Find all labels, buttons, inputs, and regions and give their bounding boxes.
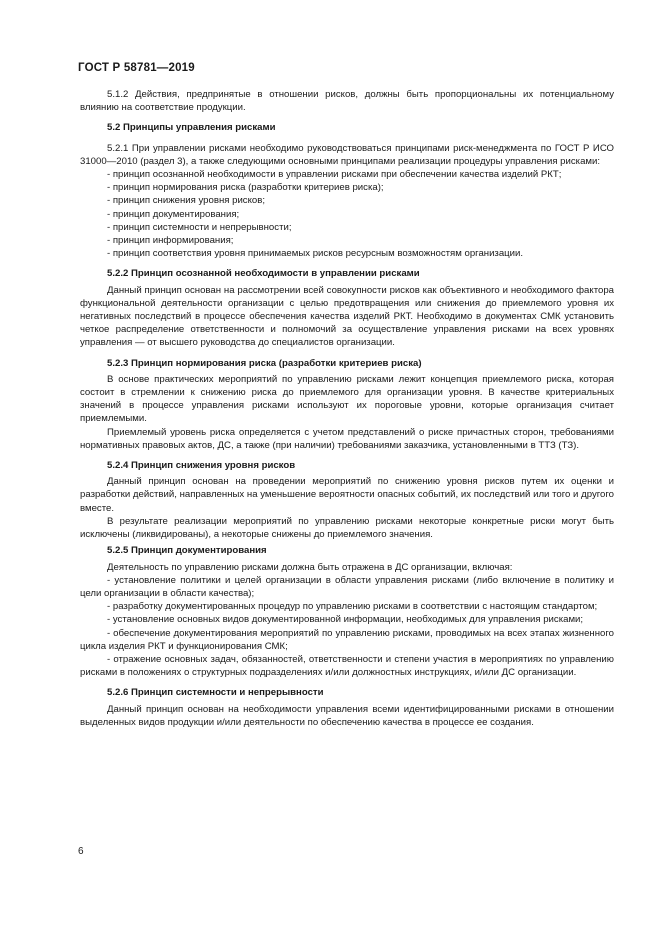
paragraph-5-2-6: Данный принцип основан на необходимости управления всеми идентифицированными рисками в отношении выделенных видов продукции и/или деятельности по обеспечению качества в процессе ее создания. bbox=[80, 703, 614, 728]
heading-5-2-2: 5.2.2 Принцип осознанной необходимости в управлении рисками bbox=[107, 268, 420, 280]
paragraph-5-2-4-a: Данный принцип основан на проведении мероприятий по снижению уровня рисков путем их оценки и разработки действий, направленных на уменьшение вероятности опасных событий, их последствий или того и другого вместе. bbox=[80, 476, 614, 514]
paragraph-5-1-2: 5.1.2 Действия, предпринятые в отношении рисков, должны быть пропорциональны их потенциальному влиянию на соответствие продукции. bbox=[80, 89, 614, 114]
paragraph-5-2-3-b: Приемлемый уровень риска определяется с учетом представлений о риске причастных сторон, требованиями нормативных правовых актов, ДС, а также (при наличии) требованиями заказчика, установленными в ТТЗ (ТЗ). bbox=[80, 426, 614, 451]
list-item: - принцип информирования; bbox=[107, 235, 234, 247]
list-item: - принцип нормирования риска (разработки критериев риска); bbox=[107, 182, 384, 194]
paragraph-5-2-1: 5.2.1 При управлении рисками необходимо руководствоваться принципами риск-менеджмента по ГОСТ Р ИСО 31000—2010 (раздел 3), а также следующими основными принципами реализации процедуры управления рисками: bbox=[80, 142, 614, 167]
heading-5-2-6: 5.2.6 Принцип системности и непрерывности bbox=[107, 687, 324, 699]
heading-5-2-3: 5.2.3 Принцип нормирования риска (разработки критериев риска) bbox=[107, 357, 422, 369]
list-item: - разработку документированных процедур по управлению рисками в соответствии с настоящим стандартом; bbox=[107, 601, 598, 613]
heading-5-2-5: 5.2.5 Принцип документирования bbox=[107, 545, 267, 557]
list-item: - установление политики и целей организации в области управления рисками (либо включение в политику и цели организации в области качества); bbox=[80, 574, 614, 599]
heading-5-2-4: 5.2.4 Принцип снижения уровня рисков bbox=[107, 460, 296, 472]
list-item: - обеспечение документирования мероприятий по управлению рисками, проводимых на всех этапах жизненного цикла изделия РКТ и функционирования СМК; bbox=[80, 627, 614, 652]
list-item: - установление основных видов документированной информации, необходимых для управления рисками; bbox=[107, 614, 584, 626]
list-item: - принцип соответствия уровня принимаемых рисков ресурсным возможностям организации. bbox=[107, 248, 524, 260]
document-body bbox=[80, 88, 614, 729]
paragraph-5-2-2: Данный принцип основан на рассмотрении всей совокупности рисков как объективного и необходимого фактора функциональной деятельности организации с целью предотвращения или снижения до приемлемого уровня их негативных последствий в процессе обеспечения качества изделий РКТ. Необходимо в документах СМК установить четкое распределение ответственности и полномочий за осуществление управления рисками на всех уровнях управления — от высшего руководства до специалистов организации. bbox=[80, 284, 614, 349]
paragraph-5-2-4-b: В результате реализации мероприятий по управлению рисками некоторые конкретные риски могут быть исключены (ликвидированы), а некоторые снижены до приемлемого значения. bbox=[80, 515, 614, 541]
list-item: - принцип системности и непрерывности; bbox=[107, 221, 292, 233]
list-item: - принцип осознанной необходимости в управлении рисками при обеспечении качества изделий РКТ; bbox=[107, 169, 562, 181]
paragraph-5-2-3-a: В основе практических мероприятий по управлению рисками лежит концепция приемлемого риска, которая состоит в стремлении к снижению риска до приемлемого для организации уровня. В качестве критериальных значений в процессе управления рисками используют их пороговые уровни, которые организация считает приемлемыми. bbox=[80, 373, 614, 425]
list-item: - отражение основных задач, обязанностей, ответственности и степени участия в мероприятиях по управлению рисками в положениях о структурных подразделениях и/или должностных инструкциях, и/или ДС организации. bbox=[80, 653, 614, 679]
list-item: - принцип документирования; bbox=[107, 208, 240, 220]
heading-5-2: 5.2 Принципы управления рисками bbox=[107, 122, 276, 134]
standard-designation: ГОСТ Р 58781—2019 bbox=[78, 62, 195, 74]
list-item: - принцип снижения уровня рисков; bbox=[107, 195, 265, 207]
page-number: 6 bbox=[78, 846, 84, 857]
paragraph-5-2-5: Деятельность по управлению рисками должна быть отражена в ДС организации, включая: bbox=[107, 561, 513, 573]
